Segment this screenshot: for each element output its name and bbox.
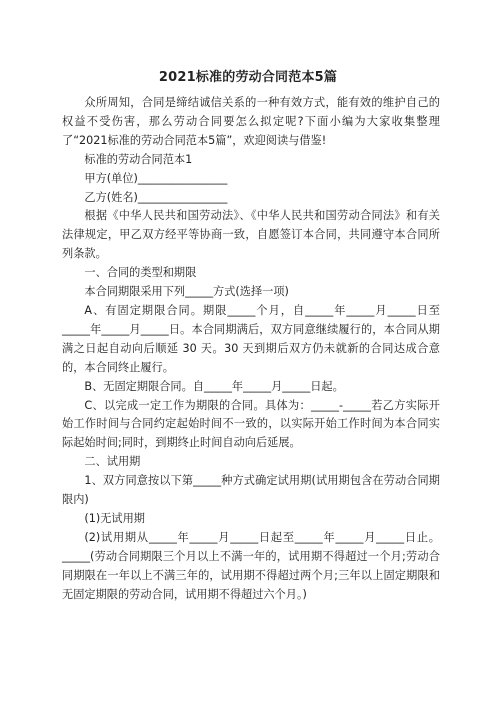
probation-method: 1、双方同意按以下第_____种方式确定试用期(试用期包含在劳动合同期限内)	[62, 474, 440, 507]
party-a-line: 甲方(单位)________________	[84, 171, 228, 185]
party-b-line: 乙方(姓名)________________	[84, 190, 228, 204]
section-heading-probation: 二、试用期	[84, 455, 141, 469]
option-b-open-term: B、无固定期限合同。自_____年_____月_____日起。	[84, 379, 344, 393]
option-c-task-based: C、以完成一定工作为期限的合同。具体为：_____-_____若乙方实际开始工作时间与合同约定起始时间不一致的，以实际开始工作时间为本合同实际起始时间;同时，到期终止时间自动向后延展。	[62, 398, 440, 450]
intro-paragraph: 众所周知，合同是缔结诚信关系的一种有效方式，能有效的维护自己的权益不受伤害，那么劳动合同要怎么拟定呢?下面小编为大家收集整理了“2021标准的劳动合同范本5篇”，欢迎阅读与借鉴!	[62, 96, 440, 147]
legal-basis-paragraph: 根据《中华人民共和国劳动法》、《中华人民共和国劳动合同法》和有关法律规定，甲乙双方经平等协商一致，自愿签订本合同，共同遵守本合同所列条款。	[62, 209, 440, 261]
probation-option-2: (2)试用期从_____年_____月_____日起至_____年_____月_____日止。_____(劳动合同期限三个月以上不满一年的，试用期不得超过一个月;劳动合同期限在一年以上不满三年的，试用期不得超过两个月;三年以上固定期限和无固定期限的劳动合同，试用期不得超过六个月。)	[62, 530, 440, 601]
probation-option-1: (1)无试用期	[84, 511, 145, 525]
document-title: 2021标准的劳动合同范本5篇	[158, 70, 338, 85]
template-heading: 标准的劳动合同范本1	[84, 152, 193, 166]
document-body	[62, 94, 440, 604]
contract-term-method: 本合同期限采用下列_____方式(选择一项)	[84, 285, 289, 299]
option-a-fixed-term: A、有固定期限合同。期限_____个月，自_____年_____月_____日至_____年_____月_____日。本合同期满后，双方同意继续履行的，本合同从期满之日起自动向后顺延 30 天。30 天到期后双方仍未就新的合同达成合意的，本合同终止履行。	[62, 303, 440, 374]
section-heading-contract-type: 一、合同的类型和期限	[84, 266, 197, 280]
